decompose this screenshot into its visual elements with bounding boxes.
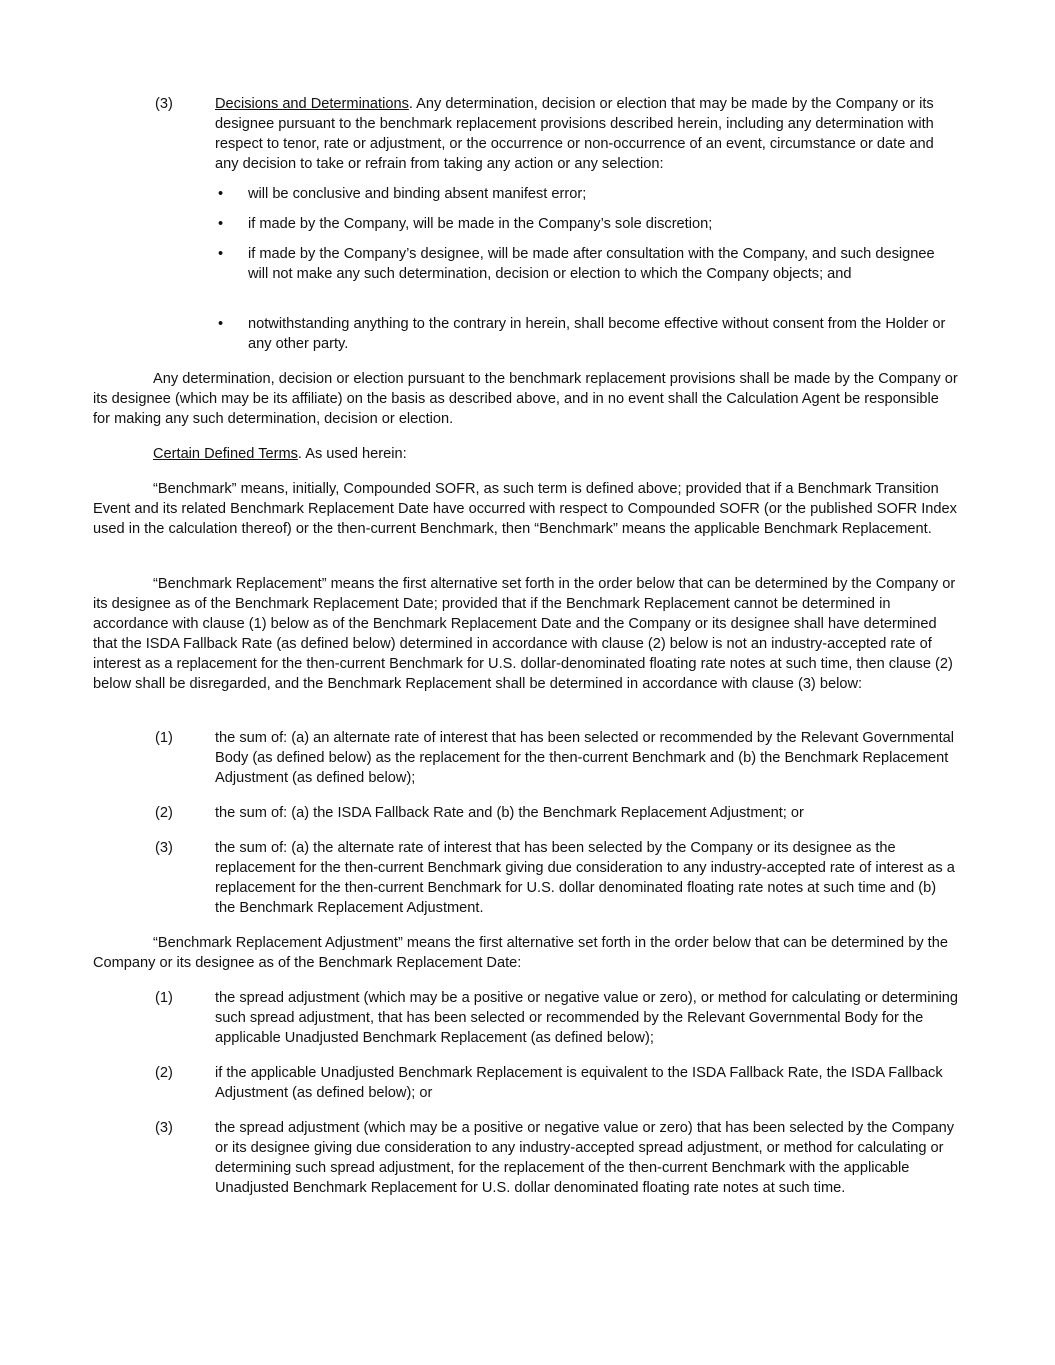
clause-text: the spread adjustment (which may be a positive or negative value or zero) that has been selected by the Company or its designee giving due consideration to any industry-accepted spread adjustment, or method for calculating or determining such spread adjustment, for the replacement of the then-current Benchmark with the applicable Unadjusted Benchmark Replacement for U.S. dollar denominated floating rate notes at such time. bbox=[215, 1120, 955, 1196]
clause-text: the spread adjustment (which may be a positive or negative value or zero), or method for calculating or determining such spread adjustment, that has been selected or recommended by the Relevant Governmental Body for the applicable Unadjusted Benchmark Replacement (as defined below); bbox=[215, 990, 959, 1046]
clause-text: the sum of: (a) the alternate rate of interest that has been selected by the Company or its designee as the replacement for the then-current Benchmark giving due consideration to any industry-accepted rate of interest as a replacement for the then-current Benchmark for U.S. dollar denominated floating rate notes at such time and (b) the Benchmark Replacement Adjustment. bbox=[215, 840, 955, 916]
clause-number: (2) bbox=[155, 1065, 173, 1081]
section-heading: Certain Defined Terms bbox=[153, 446, 298, 462]
replacement-clause-2 bbox=[155, 803, 960, 823]
section-heading: Decisions and Determinations bbox=[215, 96, 409, 112]
bullet-text: will be conclusive and binding absent manifest error; bbox=[248, 186, 587, 202]
bullet-item bbox=[218, 184, 948, 204]
adjustment-clause-1 bbox=[155, 988, 960, 1048]
paragraph-any-determination: Any determination, decision or election pursuant to the benchmark replacement provisions shall be made by the Company or its designee (which may be its affiliate) on the basis as described above, and in no event shall the Calculation Agent be responsible for making any such determination, decision or election. bbox=[93, 371, 958, 427]
clause-number: (3) bbox=[155, 1120, 173, 1136]
certain-defined-terms bbox=[93, 444, 958, 464]
bullet-text: if made by the Company’s designee, will be made after consultation with the Company, and such designee will not make any such determination, decision or election to which the Company objects; and bbox=[248, 246, 935, 282]
clause-text: the sum of: (a) the ISDA Fallback Rate and (b) the Benchmark Replacement Adjustment; or bbox=[215, 805, 804, 821]
bullet-icon: • bbox=[218, 186, 224, 202]
clause-number: (1) bbox=[155, 730, 173, 746]
bullet-item bbox=[218, 214, 948, 234]
adjustment-clause-3 bbox=[155, 1118, 960, 1198]
definition-benchmark: “Benchmark” means, initially, Compounded SOFR, as such term is defined above; provided that if a Benchmark Transition Event and its related Benchmark Replacement Date have occurred with respect to Compounded SOFR (or the published SOFR Index used in the calculation thereof) or the then-current Benchmark, then “Benchmark” means the applicable Benchmark Replacement. bbox=[93, 481, 957, 537]
clause-text: . Any determination, decision or election that may be made by the Company or its designee pursuant to the benchmark replacement provisions described herein, including any determination with respect to tenor, rate or adjustment, or the occurrence or non-occurrence of an event, circumstance or date and any decision to take or refrain from taking any action or any selection: bbox=[215, 96, 934, 172]
replacement-clause-1 bbox=[155, 728, 960, 788]
adjustment-clause-2 bbox=[155, 1063, 960, 1103]
bullet-text: notwithstanding anything to the contrary in herein, shall become effective without consent from the Holder or any other party. bbox=[248, 316, 946, 352]
bullet-icon: • bbox=[218, 246, 224, 262]
section-intro: . As used herein: bbox=[297, 446, 407, 462]
bullet-icon: • bbox=[218, 316, 224, 332]
clause-text: if the applicable Unadjusted Benchmark Replacement is equivalent to the ISDA Fallback Rate, the ISDA Fallback Adjustment (as defined below); or bbox=[215, 1065, 943, 1101]
definition-benchmark-replacement-adjustment: “Benchmark Replacement Adjustment” means the first alternative set forth in the order below that can be determined by the Company or its designee as of the Benchmark Replacement Date: bbox=[93, 935, 948, 971]
clause-number: (1) bbox=[155, 990, 173, 1006]
clause-number: (3) bbox=[155, 96, 173, 112]
bullet-icon: • bbox=[218, 216, 224, 232]
bullet-item bbox=[218, 244, 948, 284]
clause-number: (2) bbox=[155, 805, 173, 821]
bullet-text: if made by the Company, will be made in the Company’s sole discretion; bbox=[248, 216, 713, 232]
decisions-clause bbox=[155, 94, 960, 174]
clause-text: the sum of: (a) an alternate rate of interest that has been selected or recommended by the Relevant Governmental Body (as defined below) as the replacement for the then-current Benchmark and (b) the Benchmark Replacement Adjustment (as defined below); bbox=[215, 730, 955, 786]
bullet-item bbox=[218, 314, 948, 354]
clause-number: (3) bbox=[155, 840, 173, 856]
definition-benchmark-replacement: “Benchmark Replacement” means the first alternative set forth in the order below that can be determined by the Company or its designee as of the Benchmark Replacement Date; provided that if the Benchmark Replacement cannot be determined in accordance with clause (1) below as of the Benchmark Replacement Date and the Company or its designee shall have determined that the ISDA Fallback Rate (as defined below) determined in accordance with clause (2) below is not an industry-accepted rate of interest as a replacement for the then-current Benchmark for U.S. dollar-denominated floating rate notes at such time, then clause (2) below shall be disregarded, and the Benchmark Replacement shall be determined in accordance with clause (3) below: bbox=[93, 576, 956, 692]
replacement-clause-3 bbox=[155, 838, 960, 918]
